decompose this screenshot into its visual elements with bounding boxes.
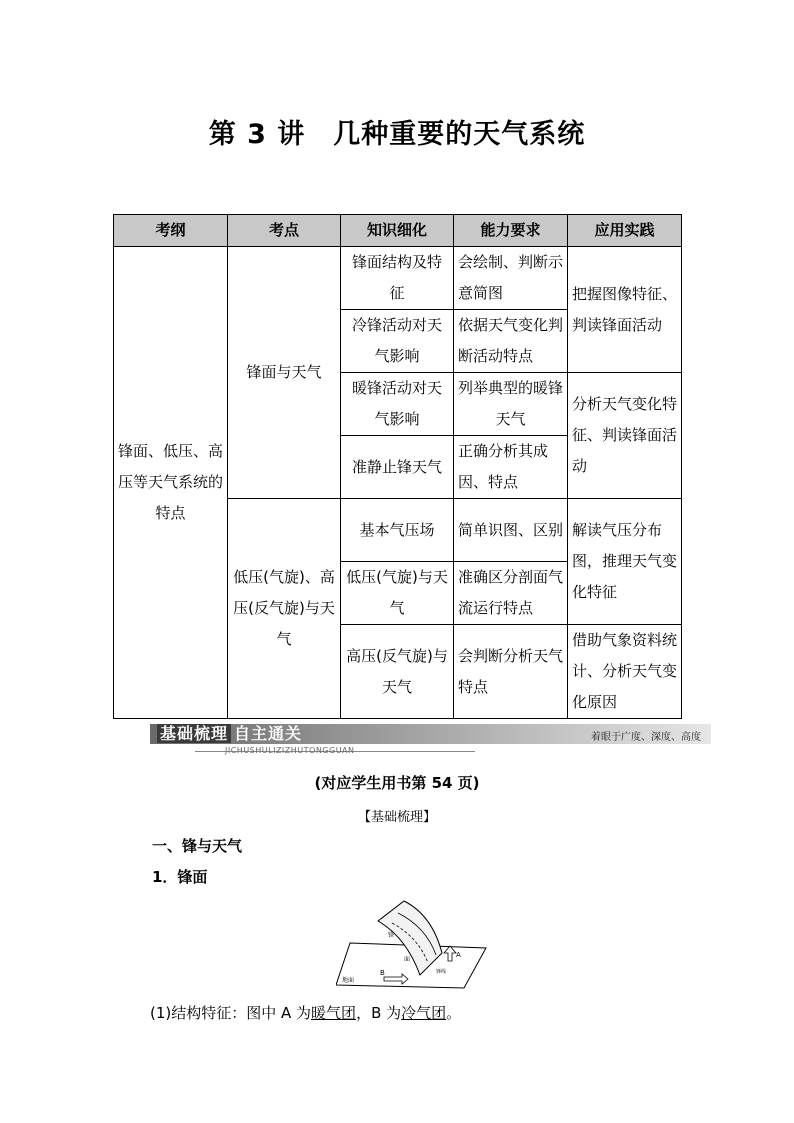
nengli-cell: 正确分析其成因、特点	[454, 436, 568, 499]
front-label-2: 面	[404, 956, 411, 963]
yingyong-cell: 把握图像特征、判读锋面活动	[568, 247, 682, 373]
table-header: 考点	[228, 215, 341, 247]
banner-subtitle: JICHUSHULIZIZHUTONGGUAN	[225, 746, 355, 755]
label-b: B	[380, 969, 385, 977]
zhishi-cell: 基本气压场	[341, 499, 454, 562]
front-line-label: 锋线	[436, 969, 447, 975]
table-header: 应用实践	[568, 215, 682, 247]
para-prefix: (1)结构特征：图中 A 为	[150, 1004, 312, 1022]
front-label-1: 锋	[388, 932, 395, 939]
nengli-cell: 准确区分剖面气流运行特点	[454, 562, 568, 625]
zhishi-cell: 准静止锋天气	[341, 436, 454, 499]
nengli-cell: 简单识图、区别	[454, 499, 568, 562]
yingyong-cell: 解读气压分布图，推理天气变化特征	[568, 499, 682, 625]
book-reference: (对应学生用书第 54 页)	[314, 774, 480, 792]
heading-2: 1．锋面	[152, 868, 208, 886]
heading-1: 一、锋与天气	[152, 837, 243, 855]
nengli-cell: 会判断分析天气特点	[454, 625, 568, 719]
ground-label: 地面	[342, 977, 355, 984]
answer-b: 冷气团	[401, 1004, 447, 1022]
table-row	[114, 247, 682, 310]
nengli-cell: 依据天气变化判断活动特点	[454, 310, 568, 373]
banner-title	[157, 725, 305, 743]
table-header-row	[114, 215, 682, 247]
nengli-cell: 列举典型的暖锋天气	[454, 373, 568, 436]
para-suffix: 。	[446, 1004, 462, 1022]
table-header: 知识细化	[341, 215, 454, 247]
label-a: A	[456, 951, 461, 959]
kaodian-cell: 低压(气旋)、高压(反气旋)与天气	[228, 499, 341, 719]
banner-title-a: 基础梳理	[157, 724, 231, 743]
para-mid: ，B 为	[356, 1004, 402, 1022]
kaodian-cell: 锋面与天气	[228, 247, 341, 499]
zhishi-cell: 低压(气旋)与天气	[341, 562, 454, 625]
kaogang-cell: 锋面、低压、高压等天气系统的特点	[114, 247, 228, 719]
page-title: 第 3 讲 几种重要的天气系统	[208, 119, 586, 150]
front-diagram	[336, 893, 496, 993]
table-header: 能力要求	[454, 215, 568, 247]
structure-paragraph	[150, 1002, 461, 1023]
nengli-cell: 会绘制、判断示意简图	[454, 247, 568, 310]
yingyong-cell: 借助气象资料统计、分析天气变化原因	[568, 625, 682, 719]
section-tag: 【基础梳理】	[357, 810, 436, 825]
banner-slogan: 着眼于广度、深度、高度	[591, 732, 701, 743]
section-banner	[150, 724, 711, 758]
banner-title-b: 自主通关	[234, 724, 303, 743]
yingyong-cell: 分析天气变化特征、判读锋面活动	[568, 373, 682, 499]
zhishi-cell: 暖锋活动对天气影响	[341, 373, 454, 436]
zhishi-cell: 锋面结构及特征	[341, 247, 454, 310]
zhishi-cell: 高压(反气旋)与天气	[341, 625, 454, 719]
zhishi-cell: 冷锋活动对天气影响	[341, 310, 454, 373]
outline-table	[113, 214, 682, 719]
answer-a: 暖气团	[311, 1004, 357, 1022]
table-header: 考纲	[114, 215, 228, 247]
